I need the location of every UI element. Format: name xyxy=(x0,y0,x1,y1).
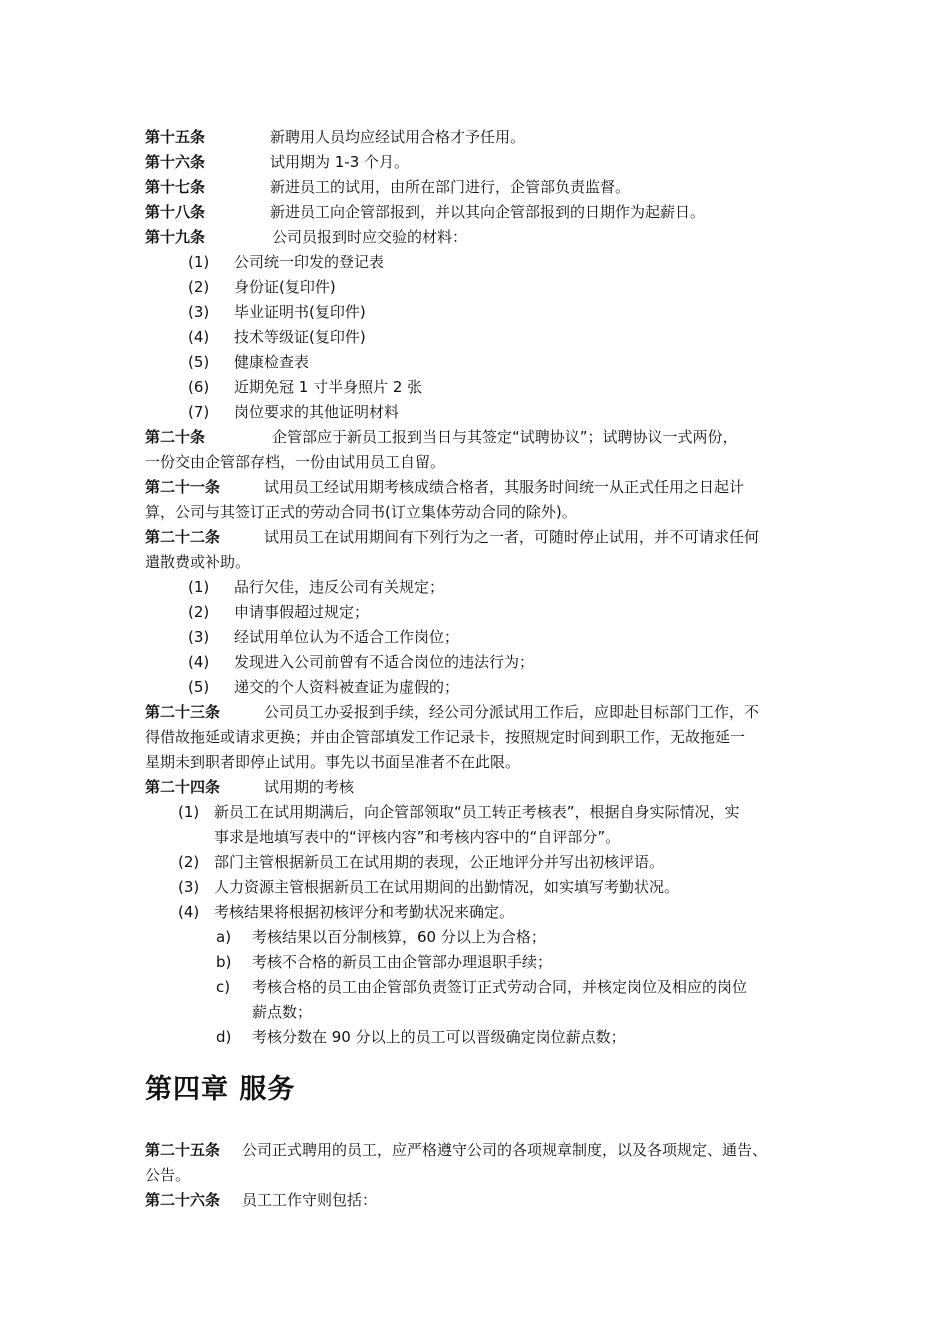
list-item: 人力资源主管根据新员工在试用期间的出勤情况，如实填写考勤状况。 xyxy=(214,878,680,896)
list-item: 身份证(复印件) xyxy=(234,278,336,296)
article-24-text: 试用期的考核 xyxy=(264,778,355,796)
article-26-label: 第二十六条 xyxy=(145,1191,221,1209)
article-21-label: 第二十一条 xyxy=(145,478,221,496)
list-item: 公司统一印发的登记表 xyxy=(234,253,385,271)
article-19-label: 第十九条 xyxy=(145,228,206,246)
list-item-num: (3) xyxy=(188,303,210,321)
article-20-text: 企管部应于新员工报到当日与其签定“试聘协议”；试聘协议一式两份， xyxy=(272,428,738,446)
sub-item-cont: 薪点数； xyxy=(252,1003,313,1021)
list-item-num: (6) xyxy=(188,378,210,396)
list-item: 近期免冠 1 寸半身照片 2 张 xyxy=(234,378,423,396)
list-item: 考核结果将根据初核评分和考勤状况来确定。 xyxy=(214,903,515,921)
list-item: 岗位要求的其他证明材料 xyxy=(234,403,400,421)
list-item-num: (2) xyxy=(188,603,210,621)
article-18-text: 新进员工向企管部报到，并以其向企管部报到的日期作为起薪日。 xyxy=(270,203,706,221)
list-item: 申请事假超过规定； xyxy=(234,603,370,621)
article-23-text: 公司员工办妥报到手续，经公司分派试用工作后，应即赴目标部门工作，不 xyxy=(264,703,760,721)
article-15-text: 新聘用人员均应经试用合格才予任用。 xyxy=(270,128,526,146)
article-24-label: 第二十四条 xyxy=(145,778,221,796)
article-26-text: 员工工作守则包括： xyxy=(242,1191,378,1209)
list-item-num: (3) xyxy=(178,878,200,896)
article-19-text: 公司员报到时应交验的材料： xyxy=(272,228,468,246)
sub-item: 考核合格的员工由企管部负责签订正式劳动合同，并核定岗位及相应的岗位 xyxy=(252,978,748,996)
sub-item: 考核不合格的新员工由企管部办理退职手续； xyxy=(252,953,553,971)
list-item-num: (7) xyxy=(188,403,210,421)
article-22-text: 试用员工在试用期间有下列行为之一者，可随时停止试用，并不可请求任何 xyxy=(264,528,760,546)
list-item: 技术等级证(复印件) xyxy=(234,328,366,346)
list-item: 毕业证明书(复印件) xyxy=(234,303,366,321)
article-21-text: 试用员工经试用期考核成绩合格者，其服务时间统一从正式任用之日起计 xyxy=(264,478,745,496)
list-item: 经试用单位认为不适合工作岗位； xyxy=(234,628,460,646)
article-23-text-cont: 星期未到职者即停止试用。事先以书面呈准者不在此限。 xyxy=(145,753,521,771)
list-item: 健康检查表 xyxy=(234,353,310,371)
article-16-label: 第十六条 xyxy=(145,153,206,171)
list-item-num: (4) xyxy=(178,903,200,921)
list-item: 递交的个人资料被查证为虚假的； xyxy=(234,678,460,696)
sub-item: 考核结果以百分制核算，60 分以上为合格； xyxy=(252,928,546,946)
list-item-num: (1) xyxy=(188,253,210,271)
list-item-num: (1) xyxy=(178,803,200,821)
sub-item-num: b) xyxy=(216,953,232,971)
list-item-num: (5) xyxy=(188,678,210,696)
article-25-text: 公司正式聘用的员工，应严格遵守公司的各项规章制度，以及各项规定、通告、 xyxy=(242,1141,768,1159)
article-25-text-cont: 公告。 xyxy=(145,1166,191,1184)
list-item-num: (5) xyxy=(188,353,210,371)
sub-item-num: d) xyxy=(216,1028,232,1046)
list-item-num: (2) xyxy=(188,278,210,296)
article-16-text: 试用期为 1-3 个月。 xyxy=(270,153,410,171)
article-23-text-cont: 得借故拖延或请求更换；并由企管部填发工作记录卡，按照规定时间到职工作，无故拖延一 xyxy=(145,728,746,746)
list-item-num: (4) xyxy=(188,653,210,671)
list-item-num: (3) xyxy=(188,628,210,646)
article-22-label: 第二十二条 xyxy=(145,528,221,546)
article-label: 第十五条 xyxy=(145,128,206,146)
article-20-text-cont: 一份交由企管部存档，一份由试用员工自留。 xyxy=(145,453,446,471)
article-23-label: 第二十三条 xyxy=(145,703,221,721)
list-item: 部门主管根据新员工在试用期的表现，公正地评分并写出初核评语。 xyxy=(214,853,665,871)
list-item-num: (4) xyxy=(188,328,210,346)
sub-item-num: a) xyxy=(216,928,232,946)
list-item-num: (2) xyxy=(178,853,200,871)
article-17-text: 新进员工的试用，由所在部门进行，企管部负责监督。 xyxy=(270,178,631,196)
article-25-label: 第二十五条 xyxy=(145,1141,221,1159)
list-item: 发现进入公司前曾有不适合岗位的违法行为； xyxy=(234,653,535,671)
sub-item-num: c) xyxy=(216,978,231,996)
list-item-num: (1) xyxy=(188,578,210,596)
article-15 xyxy=(145,127,205,147)
article-18-label: 第十八条 xyxy=(145,203,206,221)
article-20-label: 第二十条 xyxy=(145,428,206,446)
sub-item: 考核分数在 90 分以上的员工可以晋级确定岗位薪点数； xyxy=(252,1028,626,1046)
article-21-text-cont: 算，公司与其签订正式的劳动合同书(订立集体劳动合同的除外)。 xyxy=(145,503,577,521)
list-item: 新员工在试用期满后，向企管部领取“员工转正考核表”，根据自身实际情况，实 xyxy=(214,803,740,821)
chapter-heading: 第四章 服务 xyxy=(145,1074,296,1105)
list-item-cont: 事求是地填写表中的“评核内容”和考核内容中的“自评部分”。 xyxy=(214,828,621,846)
article-17-label: 第十七条 xyxy=(145,178,206,196)
article-22-text-cont: 遣散费或补助。 xyxy=(145,553,251,571)
list-item: 品行欠佳，违反公司有关规定； xyxy=(234,578,445,596)
